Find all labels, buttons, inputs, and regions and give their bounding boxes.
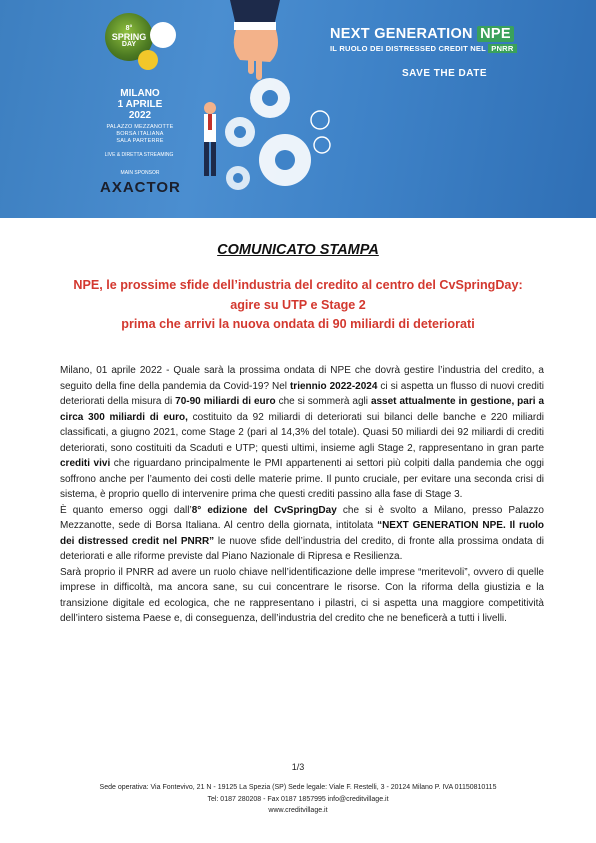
venue-line-2: BORSA ITALIANA	[116, 131, 164, 137]
event-headline	[330, 26, 560, 53]
subhead-line-3: prima che arrivi la nuova ondata di 90 miliardi di deteriorati	[121, 317, 475, 331]
p1-bold-flow: 70-90 miliardi di euro	[175, 396, 276, 407]
paragraph-1	[60, 363, 544, 503]
p1-text-c: ci si aspetta un flusso di nuovi crediti deteriorati della misura di	[60, 380, 544, 407]
p1-text-i: che riguardano principalmente le PMI appartenenti ai settori più colpiti dalla pandemia che oggi soffrono anche per l’aumento dei costi delle materie prime. Il punto cruciale, per evitare una seconda crisi di sistema, è proprio quello di intervenire prima che questi crediti passino alla fase di Stage 3.	[60, 458, 544, 500]
venue-line-1: PALAZZO MEZZANOTTE	[106, 124, 174, 130]
footer-website: www.creditvillage.it	[268, 807, 328, 814]
save-the-date: SAVE THE DATE	[402, 68, 488, 79]
p1-bold-crediti-vivi: crediti vivi	[60, 458, 111, 469]
document-footer	[30, 782, 566, 817]
gears-illustration	[170, 0, 340, 218]
press-release-subheading	[30, 276, 566, 335]
headline-subtitle	[330, 44, 560, 53]
paragraph-2	[60, 503, 544, 565]
press-release-title: COMUNICATO STAMPA	[217, 242, 379, 258]
subhead-line-1: NPE, le prossime sfide dell’industria del credito al centro del CvSpringDay:	[73, 278, 523, 292]
p1-text-e: che si sommerà agli	[275, 396, 371, 407]
p1-bold-assets: asset attualmente in gestione, pari a circa 300 miliardi di euro,	[60, 396, 545, 423]
event-date: 1 APRILE	[117, 99, 163, 110]
p2-bold-event-title: “NEXT GENERATION NPE. Il ruolo dei distressed credit nel PNRR”	[60, 520, 544, 547]
footer-contacts: Tel: 0187 280208 - Fax 0187 1857995 info@creditvillage.it	[207, 795, 389, 803]
subtitle-text: IL RUOLO DEI DISTRESSED CREDIT NEL	[330, 44, 486, 53]
event-venue	[100, 124, 180, 145]
headline-prefix: NEXT GENERATION	[330, 26, 473, 42]
event-live-streaming: LIVE & DIRETTA STREAMING	[104, 152, 174, 158]
p2-bold-edition: 8° edizione del CvSpringDay	[191, 504, 337, 516]
main-sponsor-label: MAIN SPONSOR	[120, 170, 160, 176]
spring-logo-day: DAY	[121, 41, 137, 48]
press-release-body	[60, 363, 544, 627]
p2-text-c: che si è svolto a Milano, presso Palazzo Mezzanotte, sede di Borsa Italiana. Al centro della giornata, intitolata	[60, 504, 544, 531]
spring-logo-spring: SPRING	[111, 32, 147, 42]
headline-title	[330, 26, 560, 42]
subtitle-pnrr: PNRR	[488, 44, 516, 53]
page-number: 1/3	[291, 762, 305, 772]
footer-address: Sede operativa: Via Fontevivo, 21 N - 19125 La Spezia (SP) Sede legale: Viale F. Restelli, 3 - 20124 Milano P. IVA 01150810115	[99, 784, 497, 791]
venue-line-3: SALA PARTERRE	[116, 138, 164, 144]
p2-text-a: È quanto emerso oggi dall’	[60, 504, 192, 516]
event-banner	[0, 0, 596, 218]
paragraph-3: Sarà proprio il PNRR ad avere un ruolo chiave nell’identificazione delle imprese “meritevoli”, ovvero di quelle imprese in difficoltà, ma ancora sane, su cui concentrare le risorse. Con la riforma della giustizia e la transizione digitale ed ecologica, che ne rappresentano i pilastri, ci si aspetta una maggiore competitività dell’intero sistema Paese e, di conseguenza, dell’industria del credito che ne beneficerà a tutti i livelli.	[60, 566, 544, 624]
event-city: MILANO	[120, 88, 160, 99]
spring-logo-edition: 8°	[125, 25, 133, 32]
p1-text-a: Milano, 01 aprile 2022 - Quale sarà la prossima ondata di NPE che dovrà gestire l’industria del credito, a seguito della fine della pandemia da Covid-19? Nel	[60, 365, 544, 392]
p1-text-g: costituito da 92 miliardi di deteriorati sui bilanci delle banche e 220 miliardi classificati, a giugno 2021, come Stage 2 (pari al 14,3% del totale). Quasi 50 miliardi dei 92 miliardi di crediti deteriorati, sono costituiti da Scaduti e UTP; questi ultimi, insieme agli Stage 2, rappresentano in gran parte	[60, 411, 544, 454]
p2-text-e: le nuove sfide dell’industria del credito, di fronte alla prossima ondata di deteriorati e alle riforme previste dal Piano Nazionale di Ripresa e Resilienza.	[60, 535, 544, 562]
partner-badge	[138, 50, 158, 70]
subhead-line-2: agire su UTP e Stage 2	[230, 297, 366, 312]
event-year: 2022	[128, 110, 152, 121]
event-date-block	[100, 88, 180, 121]
headline-npe: NPE	[477, 26, 514, 42]
p1-bold-triennio: triennio 2022-2024	[289, 380, 378, 392]
sponsor-logo: AXACTOR	[100, 179, 181, 196]
